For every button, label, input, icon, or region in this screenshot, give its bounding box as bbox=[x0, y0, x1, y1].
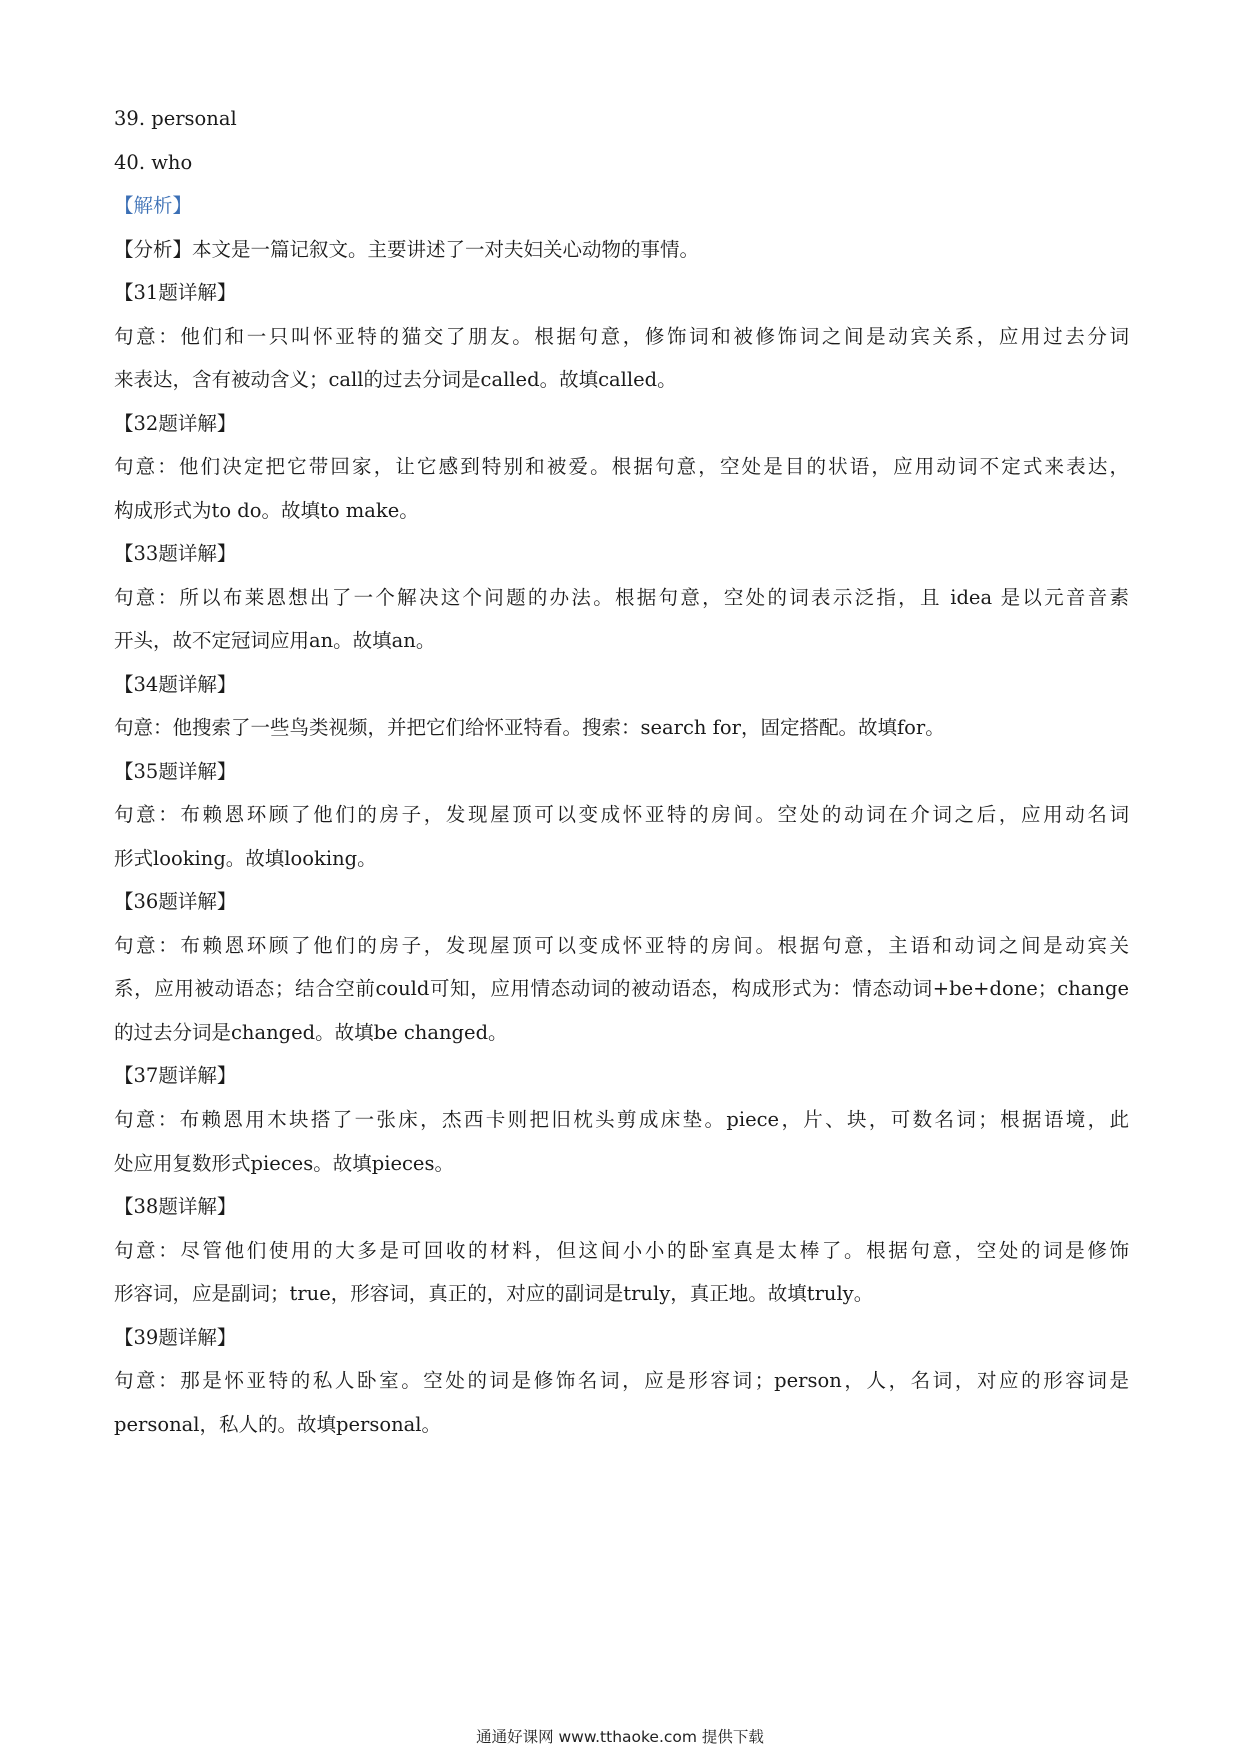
q36-line-1: 句意：布赖恩环顾了他们的房子，发现屋顶可以变成怀亚特的房间。根据句意，主语和动词之间是动宾关 bbox=[114, 934, 1129, 957]
q36-heading: 【36题详解】 bbox=[114, 890, 237, 913]
analysis-paragraph: 【分析】本文是一篇记叙文。主要讲述了一对夫妇关心动物的事情。 bbox=[114, 238, 700, 261]
q39-line-2: personal，私人的。故填personal。 bbox=[114, 1413, 442, 1436]
q37-line-1: 句意：布赖恩用木块搭了一张床，杰西卡则把旧枕头剪成床垫。piece，片、块，可数名词；根据语境，此 bbox=[114, 1108, 1129, 1131]
q39-heading: 【39题详解】 bbox=[114, 1326, 237, 1349]
q36-line-2: 系，应用被动语态；结合空前could可知，应用情态动词的被动语态，构成形式为：情态动词+be+done；change bbox=[114, 977, 1129, 1000]
q38-line-1: 句意：尽管他们使用的大多是可回收的材料，但这间小小的卧室真是太棒了。根据句意，空处的词是修饰 bbox=[114, 1239, 1129, 1262]
q34-line-1: 句意：他搜索了一些鸟类视频，并把它们给怀亚特看。搜索：search for，固定搭配。故填for。 bbox=[114, 716, 945, 739]
q37-heading: 【37题详解】 bbox=[114, 1064, 237, 1087]
q32-line-2: 构成形式为to do。故填to make。 bbox=[114, 499, 419, 522]
q33-line-1: 句意：所以布莱恩想出了一个解决这个问题的办法。根据句意，空处的词表示泛指，且 idea 是以元音音素 bbox=[114, 586, 1129, 609]
q31-line-2: 来表达，含有被动含义；call的过去分词是called。故填called。 bbox=[114, 368, 677, 391]
q32-line-1: 句意：他们决定把它带回家，让它感到特别和被爱。根据句意，空处是目的状语，应用动词不定式来表达， bbox=[114, 455, 1129, 478]
answer-39: 39. personal bbox=[114, 107, 237, 130]
q33-heading: 【33题详解】 bbox=[114, 542, 237, 565]
q31-line-1: 句意：他们和一只叫怀亚特的猫交了朋友。根据句意，修饰词和被修饰词之间是动宾关系，应用过去分词 bbox=[114, 325, 1129, 348]
q35-heading: 【35题详解】 bbox=[114, 760, 237, 783]
q39-line-1: 句意：那是怀亚特的私人卧室。空处的词是修饰名词，应是形容词；person，人，名词，对应的形容词是 bbox=[114, 1369, 1129, 1392]
answer-40: 40. who bbox=[114, 151, 193, 174]
page-footer: 通通好课网 www.tthaoke.com 提供下载 bbox=[476, 1728, 764, 1746]
q34-heading: 【34题详解】 bbox=[114, 673, 237, 696]
section-label: 【解析】 bbox=[114, 194, 193, 217]
q31-heading: 【31题详解】 bbox=[114, 281, 237, 304]
q38-line-2: 形容词，应是副词；true，形容词，真正的，对应的副词是truly，真正地。故填truly。 bbox=[114, 1282, 874, 1305]
q33-line-2: 开头，故不定冠词应用an。故填an。 bbox=[114, 629, 436, 652]
q32-heading: 【32题详解】 bbox=[114, 412, 237, 435]
q36-line-3: 的过去分词是changed。故填be changed。 bbox=[114, 1021, 508, 1044]
q37-line-2: 处应用复数形式pieces。故填pieces。 bbox=[114, 1152, 454, 1175]
q35-line-1: 句意：布赖恩环顾了他们的房子，发现屋顶可以变成怀亚特的房间。空处的动词在介词之后，应用动名词 bbox=[114, 803, 1129, 826]
q38-heading: 【38题详解】 bbox=[114, 1195, 237, 1218]
q35-line-2: 形式looking。故填looking。 bbox=[114, 847, 377, 870]
